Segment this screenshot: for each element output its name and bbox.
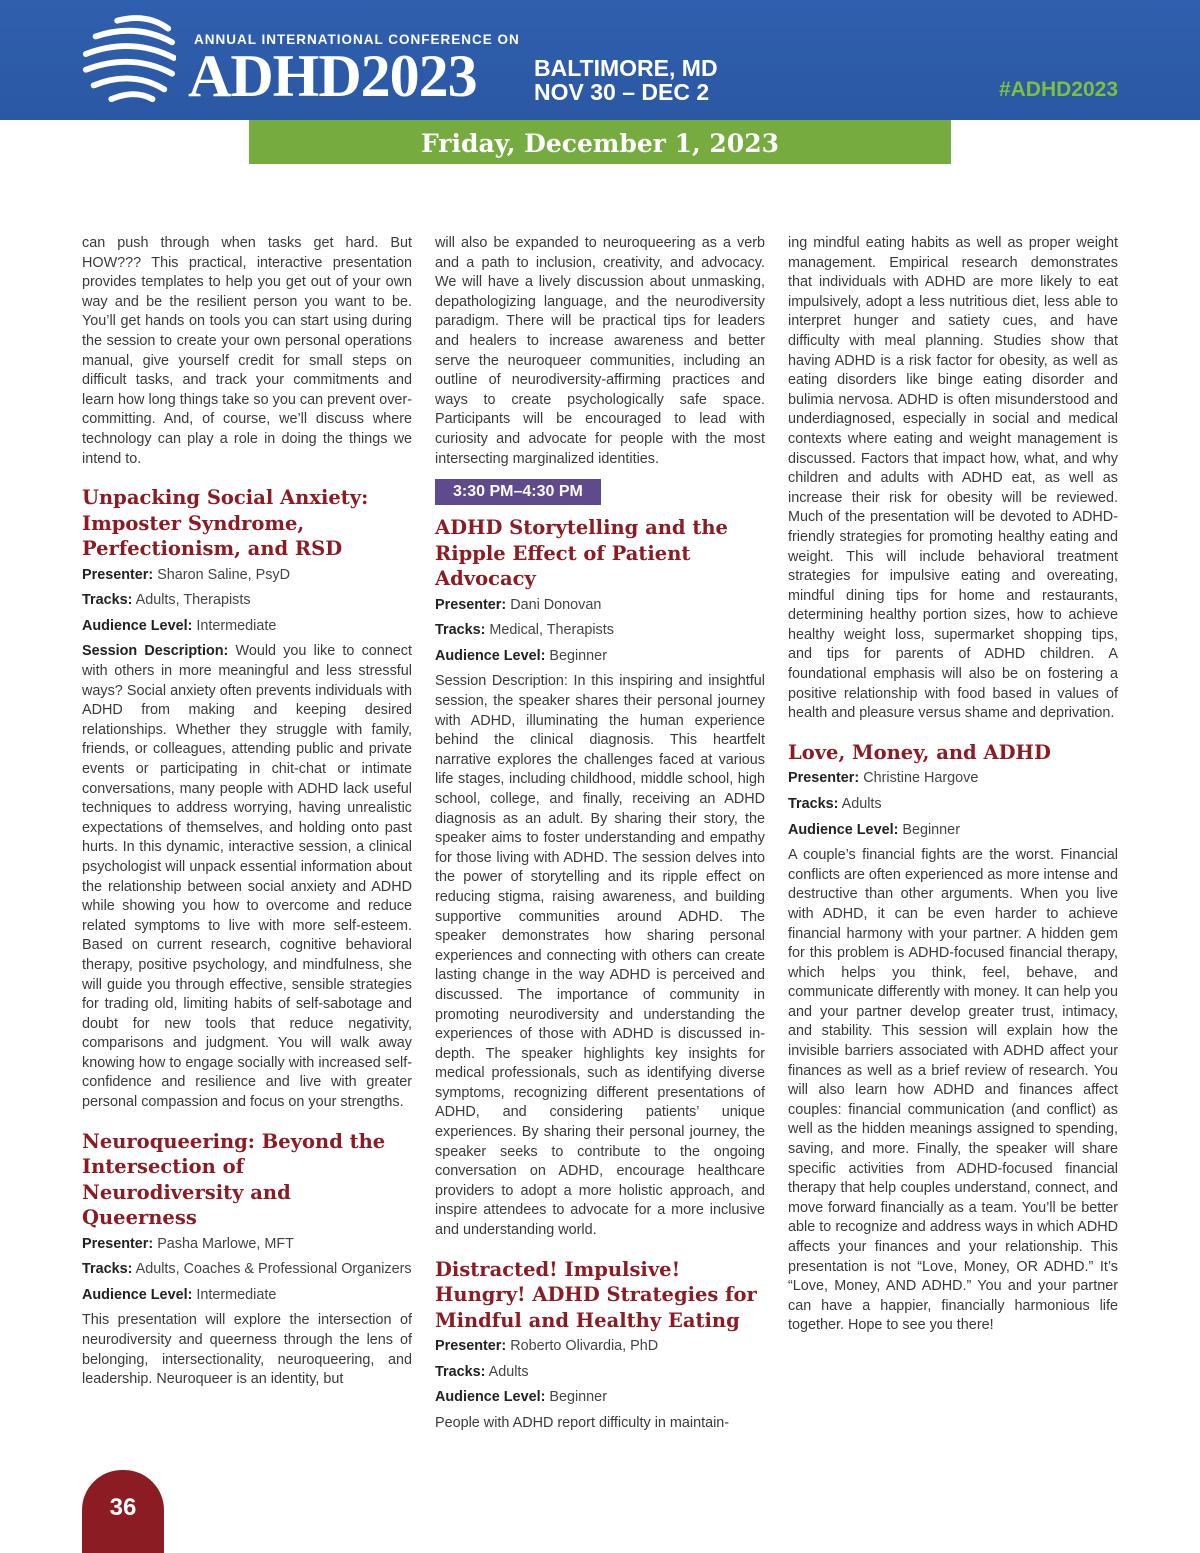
conference-hashtag: #ADHD2023 (998, 78, 1118, 101)
session-presenter: Presenter: Sharon Saline, PsyD (82, 566, 290, 583)
conference-subtitle: ANNUAL INTERNATIONAL CONFERENCE ON (194, 32, 520, 47)
conference-location: BALTIMORE, MD (534, 55, 718, 81)
time-slot-badge: 3:30 PM–4:30 PM (435, 479, 601, 505)
conference-title: ADHD2023 (188, 43, 477, 109)
session-audience: Audience Level: Intermediate (82, 1286, 277, 1303)
conference-dates: NOV 30 – DEC 2 (534, 79, 710, 105)
session-tracks: Tracks: Adults (435, 1363, 529, 1380)
session-tracks: Tracks: Adults (788, 795, 882, 812)
session-audience: Audience Level: Beginner (788, 821, 960, 838)
session-description: Session Description: In this inspiring and insightful session, the speaker shares their personal journey with ADHD, illuminating the human experience behind the clinical diagnosis. This heartfelt narrative explores the challenges faced at various life stages, including childhood, middle school, high school, college, and finally, receiving an ADHD diagnosis as an adult. By sharing their story, the speaker aims to foster understanding and empathy for those living with ADHD. The session delves into the power of storytelling and its ripple effect on reducing stigma, raising awareness, and building supportive communities around ADHD. The speaker demonstrates how sharing personal experiences and connecting with others can create lasting change in the way ADHD is perceived and discussed. The importance of community in promoting neurodiversity and understanding the experiences of those with ADHD is discussed in-depth. The speaker highlights key insights for medical professionals, such as identifying diverse symptoms, recognizing different presentations of ADHD, and considering patients’ unique experiences. By sharing their personal journey, the speaker seeks to contribute to the ongoing conversation on ADHD, encourage healthcare providers to adopt a more holistic approach, and inspire attendees to advocate for a more inclusive and understanding world. (435, 673, 765, 1239)
conference-location-dates (534, 56, 718, 104)
column-2 (435, 234, 765, 1434)
session-title: Love, Money, and ADHD (788, 740, 1051, 764)
session-title: Unpacking Social Anxiety: Imposter Syndrome, Perfectionism, and RSD (82, 486, 369, 561)
session-audience: Audience Level: Beginner (435, 1389, 607, 1406)
body-text: can push through when tasks get hard. But HOW??? This practical, interactive presentation provides templates to help you get out of your own way and be the resilient person you want to be. You’ll get hands on tools you can start using during the session to create your own personal operations manual, give yourself credit for small steps on difficult tasks, and track your commitments and learn how long things take so you can prevent over-committing. And, of course, we’ll discuss where technology can play a role in doing the things we intend to. (82, 235, 412, 467)
session-tracks: Tracks: Adults, Coaches & Professional Organizers (82, 1261, 412, 1278)
globe-logo-icon (78, 6, 176, 106)
session-title: Neuroqueering: Beyond the Intersection of Neurodiversity and Queerness (82, 1129, 386, 1230)
session-title: ADHD Storytelling and the Ripple Effect of Patient Advocacy (435, 516, 728, 591)
session-description: People with ADHD report difficulty in maintain- (435, 1414, 730, 1431)
session-tracks: Tracks: Medical, Therapists (435, 622, 614, 639)
session-presenter: Presenter: Pasha Marlowe, MFT (82, 1235, 294, 1252)
body-text: will also be expanded to neuroqueering as a verb and a path to inclusion, creativity, and advocacy. We will have a lively discussion about unmasking, depathologizing language, and the neurodiversity paradigm. There will be practical tips for leaders and healers to increase awareness and better serve the neuroqueer communities, including an outline of neurodiversity-affirming practices and ways to create psychologically safe space. Participants will be encouraged to lead with curiosity and advocate for people with the most intersecting marginalized identities. (435, 235, 765, 467)
day-banner: Friday, December 1, 2023 (249, 120, 951, 164)
session-presenter: Presenter: Christine Hargove (788, 770, 979, 787)
conference-header (0, 0, 1200, 120)
session-presenter: Presenter: Dani Donovan (435, 596, 602, 613)
body-text: ing mindful eating habits as well as proper weight management. Empirical research demonstrates that individuals with ADHD are more likely to eat impulsively, adopt a less nutritious diet, less able to interpret hunger and satiety cues, and have difficulty with meal planning. Studies show that having ADHD is a risk factor for obesity, as well as eating disorders like binge eating disorder and bulimia nervosa. ADHD is often misunderstood and underdiagnosed, especially in social and medical contexts where eating and weight management is discussed. Factors that impact how, what, and why children and adults with ADHD eat, as well as increase their risk for obesity will be reviewed. Much of the presentation will be devoted to ADHD-friendly strategies for promoting healthy eating and weight. This will include behavioral treatment strategies for impulsive eating and overeating, mindful dining tips for home and restaurants, determining healthy portion sizes, how to achieve healthy weight loss, supermarket shopping tips, and tips for parents of ADHD children. A foundational emphasis will also be on fostering a positive relationship with food based in values of health and pleasure versus shame and deprivation. (788, 235, 1118, 722)
session-presenter: Presenter: Roberto Olivardia, PhD (435, 1338, 659, 1355)
column-3 (788, 234, 1118, 1336)
page-number: 36 (82, 1470, 164, 1553)
column-1 (82, 234, 412, 1390)
session-description: This presentation will explore the intersection of neurodiversity and queerness through the lens of belonging, intersectionality, neuroqueering, and leadership. Neuroqueer is an identity, but (82, 1312, 412, 1388)
session-audience: Audience Level: Beginner (435, 647, 607, 664)
session-tracks: Tracks: Adults, Therapists (82, 592, 251, 609)
session-title: Distracted! Impulsive! Hungry! ADHD Strategies for Mindful and Healthy Eating (435, 1257, 757, 1332)
session-description: A couple’s financial fights are the worst. Financial conflicts are often experienced as more intense and destructive than other arguments. When you live with ADHD, it can be even harder to achieve financial harmony with your partner. A hidden gem for this problem is ADHD-focused financial therapy, which helps you think, feel, behave, and communicate differently with money. It can help you and your partner develop greater trust, intimacy, and stability. This session will explain how the invisible barriers associated with ADHD affect your finances as well as a brief review of research. You will also learn how ADHD and finances affect couples: financial communication (and conflict) as well as the hidden meanings assigned to spending, saving, and more. Finally, the speaker will share specific activities from ADHD-focused financial therapy that help couples understand, connect, and move forward financially as a team. You’ll be better able to recognize and address ways in which ADHD affects your finances and your relationship. This presentation is not “Love, Money, OR ADHD.” It’s “Love, Money, AND ADHD.” You and your partner can have a happier, financially harmonious life together. Hope to see you there! (788, 847, 1118, 1334)
session-description: Session Description: Would you like to connect with others in more meaningful and less stressful ways? Social anxiety often prevents individuals with ADHD from making and keeping desired relationships. Whether they struggle with family, friends, or colleagues, attending public and private events or participating in chit-chat or intimate conversations, many people with ADHD lack useful techniques to address worrying, having unrealistic expectations of themselves, and holding onto past hurts. In this dynamic, interactive session, a clinical psychologist will unpack essential information about the relationship between social anxiety and ADHD while showing you how to overcome and reduce related symptoms to live with more self-esteem. Based on current research, cognitive behavioral therapy, positive psychology, and mindfulness, she will guide you through effective, sensible strategies for trading old, limiting habits of self-sabotage and doubt for new tools that reduce negativity, comparisons and judgment. You will walk away knowing how to engage socially with increased self-confidence and resilience and live with greater personal compassion and focus on your strengths. (82, 643, 412, 1111)
session-audience: Audience Level: Intermediate (82, 617, 277, 634)
